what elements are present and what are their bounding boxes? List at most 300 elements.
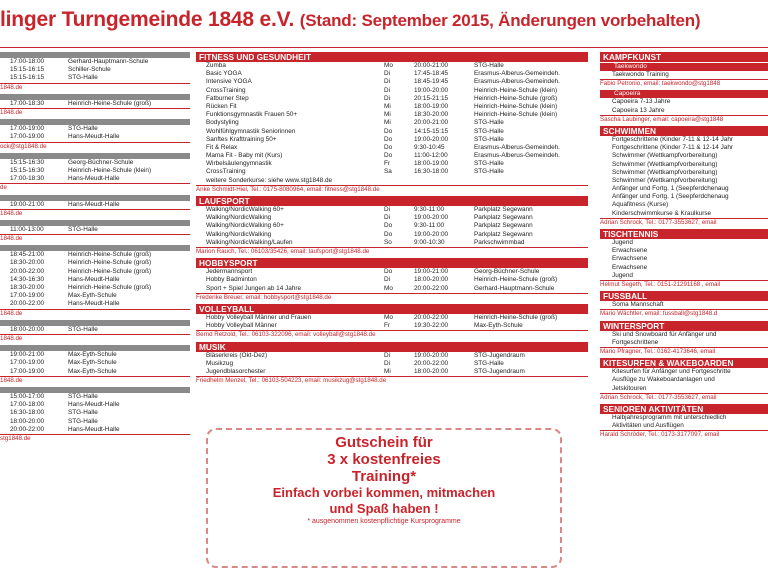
place-cell: Hans-Meudt-Halle — [68, 133, 120, 141]
schedule-row — [0, 167, 190, 175]
time-cell: 19:00-21:00 — [10, 351, 45, 359]
day-cell: Mo — [384, 313, 393, 321]
course-cell: Halbjahresprogramm mit unterschiedlich — [612, 413, 727, 421]
schedule-row — [0, 201, 190, 209]
place-cell: STG-Halle — [474, 160, 504, 168]
course-row — [600, 98, 768, 106]
place-cell: Heinrich-Heine-Schule (groß) — [68, 99, 152, 107]
place-cell: STG-Halle — [68, 225, 98, 233]
course-row — [196, 62, 588, 70]
course-row — [196, 222, 588, 230]
day-cell: Di — [384, 78, 391, 86]
time-cell: 15:15-16:15 — [10, 66, 45, 74]
voucher-line-3: Training* — [351, 468, 417, 485]
schedule-row — [0, 226, 190, 234]
section-header: MUSIK — [196, 342, 588, 352]
course-row — [196, 70, 588, 78]
course-cell: Fortgeschrittene (Kinder 7-11 & 12-14 Jahr — [612, 135, 734, 143]
place-cell: STG-Halle — [68, 125, 98, 133]
contact-line: Harald Schröder, Tel.: 0173-3177097, email — [600, 430, 768, 439]
time-cell: 15:15-16:15 — [10, 74, 45, 82]
time-cell: 19:00-20:00 — [414, 351, 449, 359]
course-cell: Mama Fit - Baby mit (Kurs) — [206, 152, 283, 160]
schedule-row — [0, 276, 190, 284]
contact-line: Adrian Schrock, Tel.: 0177-3553627, email — [600, 393, 768, 402]
time-cell: 18:30-20:00 — [10, 284, 45, 292]
place-cell: Hans-Meudt-Halle — [68, 425, 120, 433]
course-cell: Erwachsene — [612, 247, 648, 255]
day-cell: Di — [384, 94, 391, 102]
place-cell: Max-Eyth-Schule — [68, 351, 117, 359]
course-row — [600, 193, 768, 201]
schedule-row — [0, 401, 190, 409]
course-cell: Bodystyling — [206, 119, 239, 127]
place-cell: Parkplatz Segewann — [474, 230, 533, 238]
time-cell: 17:00-18:00 — [10, 58, 45, 65]
course-row — [196, 268, 588, 276]
schedule-row — [0, 426, 190, 434]
voucher-box — [206, 428, 562, 568]
schedule-row — [0, 351, 190, 359]
club-name: linger Turngemeinde 1848 e.V. — [0, 8, 295, 31]
place-cell: Hans-Meudt-Halle — [68, 300, 120, 308]
day-cell: Do — [384, 222, 393, 230]
place-cell: STG-Halle — [68, 409, 98, 417]
left-schedule-column — [0, 52, 190, 445]
schedule-row — [0, 175, 190, 183]
course-row — [600, 385, 768, 393]
place-cell: Heinrich-Heine-Schule (groß) — [68, 267, 152, 275]
course-row — [600, 152, 768, 160]
course-cell: Funktionsgymnastik Frauen 50+ — [206, 111, 298, 119]
course-cell: Jedermannsport — [206, 268, 253, 276]
place-cell: STG-Halle — [474, 359, 504, 367]
course-cell: Anfänger und Fortg. 1 (Seepferdchenaug — [612, 193, 729, 201]
course-cell: Schwimmer (Wettkampfvorbereitung) — [612, 176, 718, 184]
schedule-row — [0, 74, 190, 82]
place-cell: Heinrich-Heine-Schule (groß) — [474, 276, 558, 284]
course-cell: Schwimmer (Wettkampfvorbereitung) — [612, 160, 718, 168]
course-cell: Capoeira 13 Jahre — [612, 106, 665, 114]
course-row — [600, 161, 768, 169]
contact-line: 1848.de — [0, 309, 190, 318]
section-header: HOBBYSPORT — [196, 258, 588, 268]
course-cell: Aktivitäten und Ausflügen — [612, 422, 684, 430]
time-cell: 14:30-16:30 — [10, 275, 45, 283]
schedule-row — [0, 326, 190, 334]
day-cell: Do — [384, 268, 393, 276]
place-cell: Max-Eyth-Schule — [68, 292, 117, 300]
course-cell: weitere Sonderkurse: siehe www.stg1848.de — [206, 176, 333, 184]
course-cell: Ausflüge zu Wakeboardanlagen und — [612, 376, 715, 384]
day-cell: Mi — [384, 111, 391, 119]
middle-schedule-column — [196, 52, 588, 387]
time-cell: 20:00-22:00 — [10, 300, 45, 308]
place-cell: Erasmus-Alberus-Gemeindeh. — [474, 143, 560, 151]
time-cell: 15:00-17:00 — [10, 392, 45, 400]
course-row — [196, 168, 588, 176]
time-cell: 18:00-20:00 — [10, 325, 45, 333]
schedule-row — [0, 292, 190, 300]
course-cell: Taekwondo Training — [612, 71, 669, 78]
contact-line: 1848.de — [0, 234, 190, 243]
time-cell: 19:30-22:00 — [414, 322, 449, 330]
day-cell: Di — [384, 276, 391, 284]
schedule-row — [0, 100, 190, 108]
course-row — [196, 360, 588, 368]
course-cell: Erwachsene — [612, 255, 648, 263]
place-cell: STG-Jugendraum — [474, 351, 525, 359]
course-cell: Sport + Spiel Jungen ab 14 Jahre — [206, 284, 302, 292]
course-row — [600, 210, 768, 218]
contact-line: Mario Wächtler, email: fussball@stg1848.d — [600, 309, 768, 318]
schedule-row — [0, 268, 190, 276]
time-cell: 18:00-20:00 — [414, 367, 449, 375]
course-cell: Bläserkreis (Okt-Dez) — [206, 351, 268, 359]
contact-line: 1848.de — [0, 83, 190, 92]
time-cell: 19:00-21:00 — [10, 200, 45, 208]
place-cell: Heinrich-Heine-Schule (klein) — [474, 111, 558, 119]
time-cell: 17:00-19:00 — [10, 359, 45, 367]
course-cell: Kinderschwimmkurse & Kraulkurse — [612, 209, 712, 217]
contact-line: Frederike Breuer, email: hobbysport@stg1848.de — [196, 293, 588, 302]
place-cell: STG-Halle — [474, 62, 504, 69]
voucher-line-5: und Spaß haben ! — [329, 501, 439, 516]
place-cell: Heinrich-Heine-Schule (groß) — [474, 94, 558, 102]
place-cell: Hans-Meudt-Halle — [68, 275, 120, 283]
course-row — [196, 314, 588, 322]
place-cell: STG-Halle — [68, 392, 98, 400]
course-row — [196, 160, 588, 168]
schedule-row — [0, 251, 190, 259]
place-cell: Erasmus-Alberus-Gemeindeh. — [474, 78, 560, 86]
course-cell: Jugend — [612, 239, 633, 247]
time-cell: 9:30-11:00 — [414, 206, 445, 214]
day-cell: Do — [384, 230, 393, 238]
schedule-row — [0, 125, 190, 133]
course-row — [196, 128, 588, 136]
time-cell: 17:00-19:00 — [10, 125, 45, 133]
time-cell: 9:30-10:45 — [414, 143, 445, 151]
time-cell: 20:15-21:15 — [414, 94, 449, 102]
course-cell: Hobby Volleyball Männer und Frauen — [206, 313, 312, 321]
time-cell: 14:15-15:15 — [414, 127, 449, 135]
course-row — [196, 78, 588, 86]
course-cell: Walking/NordicWalking/Laufen — [206, 238, 293, 246]
place-cell: Max-Eyth-Schule — [68, 367, 117, 375]
course-cell: Rücken Fit — [206, 102, 237, 110]
time-cell: 18:45-21:00 — [10, 251, 45, 259]
day-cell: Do — [384, 127, 393, 135]
course-cell: Wohlfühlgymnastik Seniorinnen — [206, 127, 296, 135]
contact-line: 1848.de — [0, 209, 190, 218]
course-row — [600, 368, 768, 376]
course-cell: Kitesurfen für Anfänger und Fortgeschritte — [612, 368, 731, 376]
course-row — [600, 247, 768, 255]
course-row — [600, 185, 768, 193]
section-header: SCHWIMMEN — [600, 126, 768, 136]
course-cell: Intensive YOGA — [206, 78, 252, 86]
place-cell: Max-Eyth-Schule — [474, 322, 523, 330]
day-cell: Mi — [384, 102, 391, 110]
course-cell: Erwachsene — [612, 263, 648, 271]
schedule-row — [0, 284, 190, 292]
place-cell: STG-Halle — [474, 119, 504, 127]
course-row — [196, 144, 588, 152]
course-row — [196, 352, 588, 360]
day-cell: Sa — [384, 168, 392, 176]
schedule-row — [0, 409, 190, 417]
place-cell: Georg-Büchner-Schule — [474, 268, 540, 276]
course-cell: Musikzug — [206, 359, 233, 367]
contact-line: Marion Rauch, Tel.: 06103/35426, email: laufsport@stg1848.de — [196, 247, 588, 256]
course-row — [196, 136, 588, 144]
schedule-row — [0, 159, 190, 167]
course-cell: Fortgeschrittene — [612, 338, 659, 346]
course-row — [196, 87, 588, 95]
course-cell: Basic YOGA — [206, 70, 242, 78]
place-cell: Heinrich-Heine-Schule (groß) — [474, 313, 558, 321]
course-cell: CrossTraining — [206, 86, 246, 94]
contact-line: 1848.de — [0, 376, 190, 385]
time-cell: 11:00-13:00 — [10, 225, 44, 233]
course-cell: Schwimmer (Wettkampfvorbereitung) — [612, 152, 718, 160]
time-cell: 16:30-18:00 — [414, 168, 449, 176]
contact-line: Fabio Petronio, email: taekwondo@stg1848 — [600, 79, 768, 88]
day-cell: Di — [384, 359, 391, 367]
place-cell: Schiller-Schule — [68, 66, 111, 74]
course-row — [600, 255, 768, 263]
day-cell: Do — [384, 135, 393, 143]
section-header: KAMPFKUNST — [600, 52, 768, 62]
time-cell: 19:00-21:00 — [414, 268, 449, 276]
section-header: WINTERSPORT — [600, 321, 768, 331]
course-cell: Jugend — [612, 271, 633, 279]
time-cell: 18:30-20:00 — [414, 111, 449, 119]
schedule-row — [0, 58, 190, 66]
course-cell: Capoeira 7-13 Jahre — [612, 98, 671, 106]
right-schedule-column — [600, 52, 768, 442]
time-cell: 19:00-20:00 — [414, 230, 449, 238]
course-cell: Soma Mannschaft — [612, 301, 664, 309]
time-cell: 18:00-19:00 — [414, 102, 449, 110]
day-cell: Di — [384, 206, 391, 214]
section-header: FITNESS UND GESUNDHEIT — [196, 52, 588, 62]
time-cell: 20:00-21:00 — [414, 119, 449, 127]
time-cell: 9:30-11:00 — [414, 222, 445, 230]
time-cell: 18:00-20:00 — [10, 417, 45, 425]
voucher-line-4: Einfach vorbei kommen, mitmachen — [272, 485, 496, 500]
course-row — [196, 177, 588, 185]
place-cell: Heinrich-Heine-Schule (groß) — [68, 259, 152, 267]
page-title — [0, 8, 700, 32]
place-cell: Gerhard-Hauptmann-Schule — [474, 284, 555, 292]
time-cell: 18:30-20:00 — [10, 259, 45, 267]
course-cell: Hobby Volleyball Männer — [206, 322, 277, 330]
place-cell: STG-Halle — [68, 325, 98, 333]
time-cell: 17:00-19:00 — [10, 292, 45, 300]
time-cell: 19:00-20:00 — [414, 86, 449, 94]
time-cell: 20:00-22:00 — [10, 267, 45, 275]
day-cell: Mo — [384, 284, 393, 292]
place-cell: Parkplatz Segewann — [474, 206, 533, 214]
sub-header: Capoeira — [600, 90, 768, 98]
sub-header: Taekwondo — [600, 63, 768, 71]
course-row — [196, 95, 588, 103]
course-cell: Jetskitouren — [612, 384, 647, 392]
contact-line: de — [0, 183, 190, 192]
place-cell: Hans-Meudt-Halle — [68, 175, 120, 183]
course-row — [196, 152, 588, 160]
place-cell: Erasmus-Alberus-Gemeindeh. — [474, 70, 560, 78]
day-cell: Fr — [384, 322, 391, 330]
course-cell: Aquafitness (Kurse) — [612, 201, 669, 209]
course-row — [600, 414, 768, 422]
time-cell: 18:00-19:00 — [414, 160, 449, 168]
course-cell: Sanftes Krafttraining 50+ — [206, 135, 277, 143]
time-cell: 17:45-18:45 — [414, 70, 449, 78]
voucher-footnote: * ausgenommen kostenpflichtige Kursprogramme — [307, 518, 461, 525]
place-cell: STG-Halle — [474, 135, 504, 143]
section-header: FUSSBALL — [600, 291, 768, 301]
time-cell: 19:00-20:00 — [414, 135, 449, 143]
course-row — [196, 285, 588, 293]
place-cell: STG-Halle — [68, 74, 98, 82]
course-cell: Walking/NordicWalking 60+ — [206, 222, 284, 230]
place-cell: STG-Halle — [474, 127, 504, 135]
course-cell: Walking/NordicWalking — [206, 214, 272, 222]
course-row — [196, 206, 588, 214]
time-cell: 19:00-20:00 — [414, 214, 449, 222]
course-row — [600, 376, 768, 384]
course-row — [196, 214, 588, 222]
course-row — [196, 239, 588, 247]
schedule-row — [0, 393, 190, 401]
place-cell: Hans-Meudt-Halle — [68, 401, 120, 409]
schedule-row — [0, 300, 190, 308]
course-row — [196, 368, 588, 376]
place-cell: Erasmus-Alberus-Gemeindeh. — [474, 152, 560, 160]
contact-line: Helmut Segeth, Tel.: 0151-21291168 , email — [600, 280, 768, 289]
course-row — [196, 119, 588, 127]
time-cell: 20:00-22:00 — [414, 359, 449, 367]
schedule-row — [0, 418, 190, 426]
time-cell: 20:00-22:00 — [10, 425, 45, 433]
day-cell: Di — [384, 351, 391, 359]
voucher-line-2: 3 x kostenfreies — [327, 451, 441, 468]
day-cell: Mi — [384, 119, 391, 127]
course-cell: Fortgeschrittene (Kinder 7-11 & 12-14 Jahr — [612, 144, 734, 152]
course-cell: Schwimmer (Wettkampfvorbereitung) — [612, 168, 718, 176]
course-cell: Zumba — [206, 62, 226, 69]
course-row — [600, 422, 768, 430]
course-cell: Walking/NordicWalking 60+ — [206, 206, 284, 214]
day-cell: Di — [384, 70, 391, 78]
place-cell: Parkplatz Segewann — [474, 214, 533, 222]
voucher-line-1: Gutschein für — [335, 434, 433, 451]
time-cell: 17:00-18:30 — [10, 175, 45, 183]
time-cell: 17:00-18:30 — [10, 99, 45, 107]
place-cell: Max-Eyth-Schule — [68, 359, 117, 367]
time-cell: 11:00-12:00 — [414, 152, 448, 160]
place-cell: STG-Halle — [68, 417, 98, 425]
course-cell: CrossTraining — [206, 168, 246, 176]
course-row — [196, 103, 588, 111]
place-cell: Heinrich-Heine-Schule (groß) — [68, 251, 152, 259]
time-cell: 15:15-16:30 — [10, 166, 45, 174]
time-cell: 20:00-22:00 — [414, 313, 449, 321]
time-cell: 18:00-20:00 — [414, 276, 449, 284]
place-cell: STG-Halle — [474, 168, 504, 176]
course-cell: Fit & Relax — [206, 143, 238, 151]
course-cell: Anfänger und Fortg. 1 (Seepferdchenaug — [612, 185, 729, 193]
schedule-row — [0, 66, 190, 74]
day-cell: Mo — [384, 62, 393, 69]
time-cell: 16:30-18:00 — [10, 409, 45, 417]
course-row — [600, 339, 768, 347]
title-divider — [0, 47, 768, 48]
course-row — [196, 111, 588, 119]
section-header: SENIOREN AKTIVITÄTEN — [600, 404, 768, 414]
day-cell: Di — [384, 214, 391, 222]
course-row — [600, 144, 768, 152]
course-cell: Fatburner Step — [206, 94, 249, 102]
course-cell: Wirbelsäulengymnastik — [206, 160, 272, 168]
contact-line: Bernd Retzold, Tel.: 06103-322096, email: volleyball@stg1848.de — [196, 330, 588, 339]
place-cell: Heinrich-Heine-Schule (klein) — [474, 86, 558, 94]
contact-line: Mario Pfragner, Tel.: 0162-4173646, email — [600, 347, 768, 356]
schedule-row — [0, 259, 190, 267]
course-row — [600, 272, 768, 280]
course-row — [600, 331, 768, 339]
place-cell: Hans-Meudt-Halle — [68, 200, 120, 208]
course-row — [600, 201, 768, 209]
schedule-row — [0, 359, 190, 367]
place-cell: STG-Jugendraum — [474, 367, 525, 375]
status-note: (Stand: September 2015, Änderungen vorbehalten) — [299, 11, 701, 30]
contact-line: Anke Schmidt-Hiel, Tel.: 0175-8080964, email: fitness@stg1848.de — [196, 185, 588, 194]
time-cell: 9:00-10:30 — [414, 238, 445, 246]
course-row — [600, 71, 768, 79]
place-cell: Parkplatz Segewann — [474, 222, 533, 230]
contact-line: Friedhelm Menzel, Tel.: 06103-504223, email: musikzug@stg1848.de — [196, 376, 588, 385]
section-header: VOLLEYBALL — [196, 304, 588, 314]
course-cell: Walking/NordicWalking — [206, 230, 272, 238]
course-cell: Hobby Badminton — [206, 276, 257, 284]
section-header: TISCHTENNIS — [600, 229, 768, 239]
day-cell: Di — [384, 86, 391, 94]
time-cell: 15:15-16:30 — [10, 158, 45, 166]
day-cell: Mi — [384, 367, 391, 375]
course-row — [600, 301, 768, 309]
place-cell: Heinrich-Heine-Schule (klein) — [68, 166, 152, 174]
schedule-row — [0, 368, 190, 376]
contact-line: 1848.de — [0, 334, 190, 343]
time-cell: 17:00-18:00 — [10, 401, 45, 409]
day-cell: So — [384, 238, 392, 246]
schedule-row — [0, 133, 190, 141]
course-cell: Jugendblasorchester — [206, 367, 266, 375]
course-row — [600, 264, 768, 272]
course-row — [600, 169, 768, 177]
course-row — [600, 177, 768, 185]
time-cell: 17:00-19:00 — [10, 367, 45, 375]
contact-line: ock@stg1848.de — [0, 142, 190, 151]
time-cell: 20:00-22:00 — [414, 284, 449, 292]
time-cell: 17:00-19:00 — [10, 133, 45, 141]
place-cell: Heinrich-Heine-Schule (groß) — [68, 284, 152, 292]
place-cell: Georg-Büchner-Schule — [68, 158, 134, 166]
